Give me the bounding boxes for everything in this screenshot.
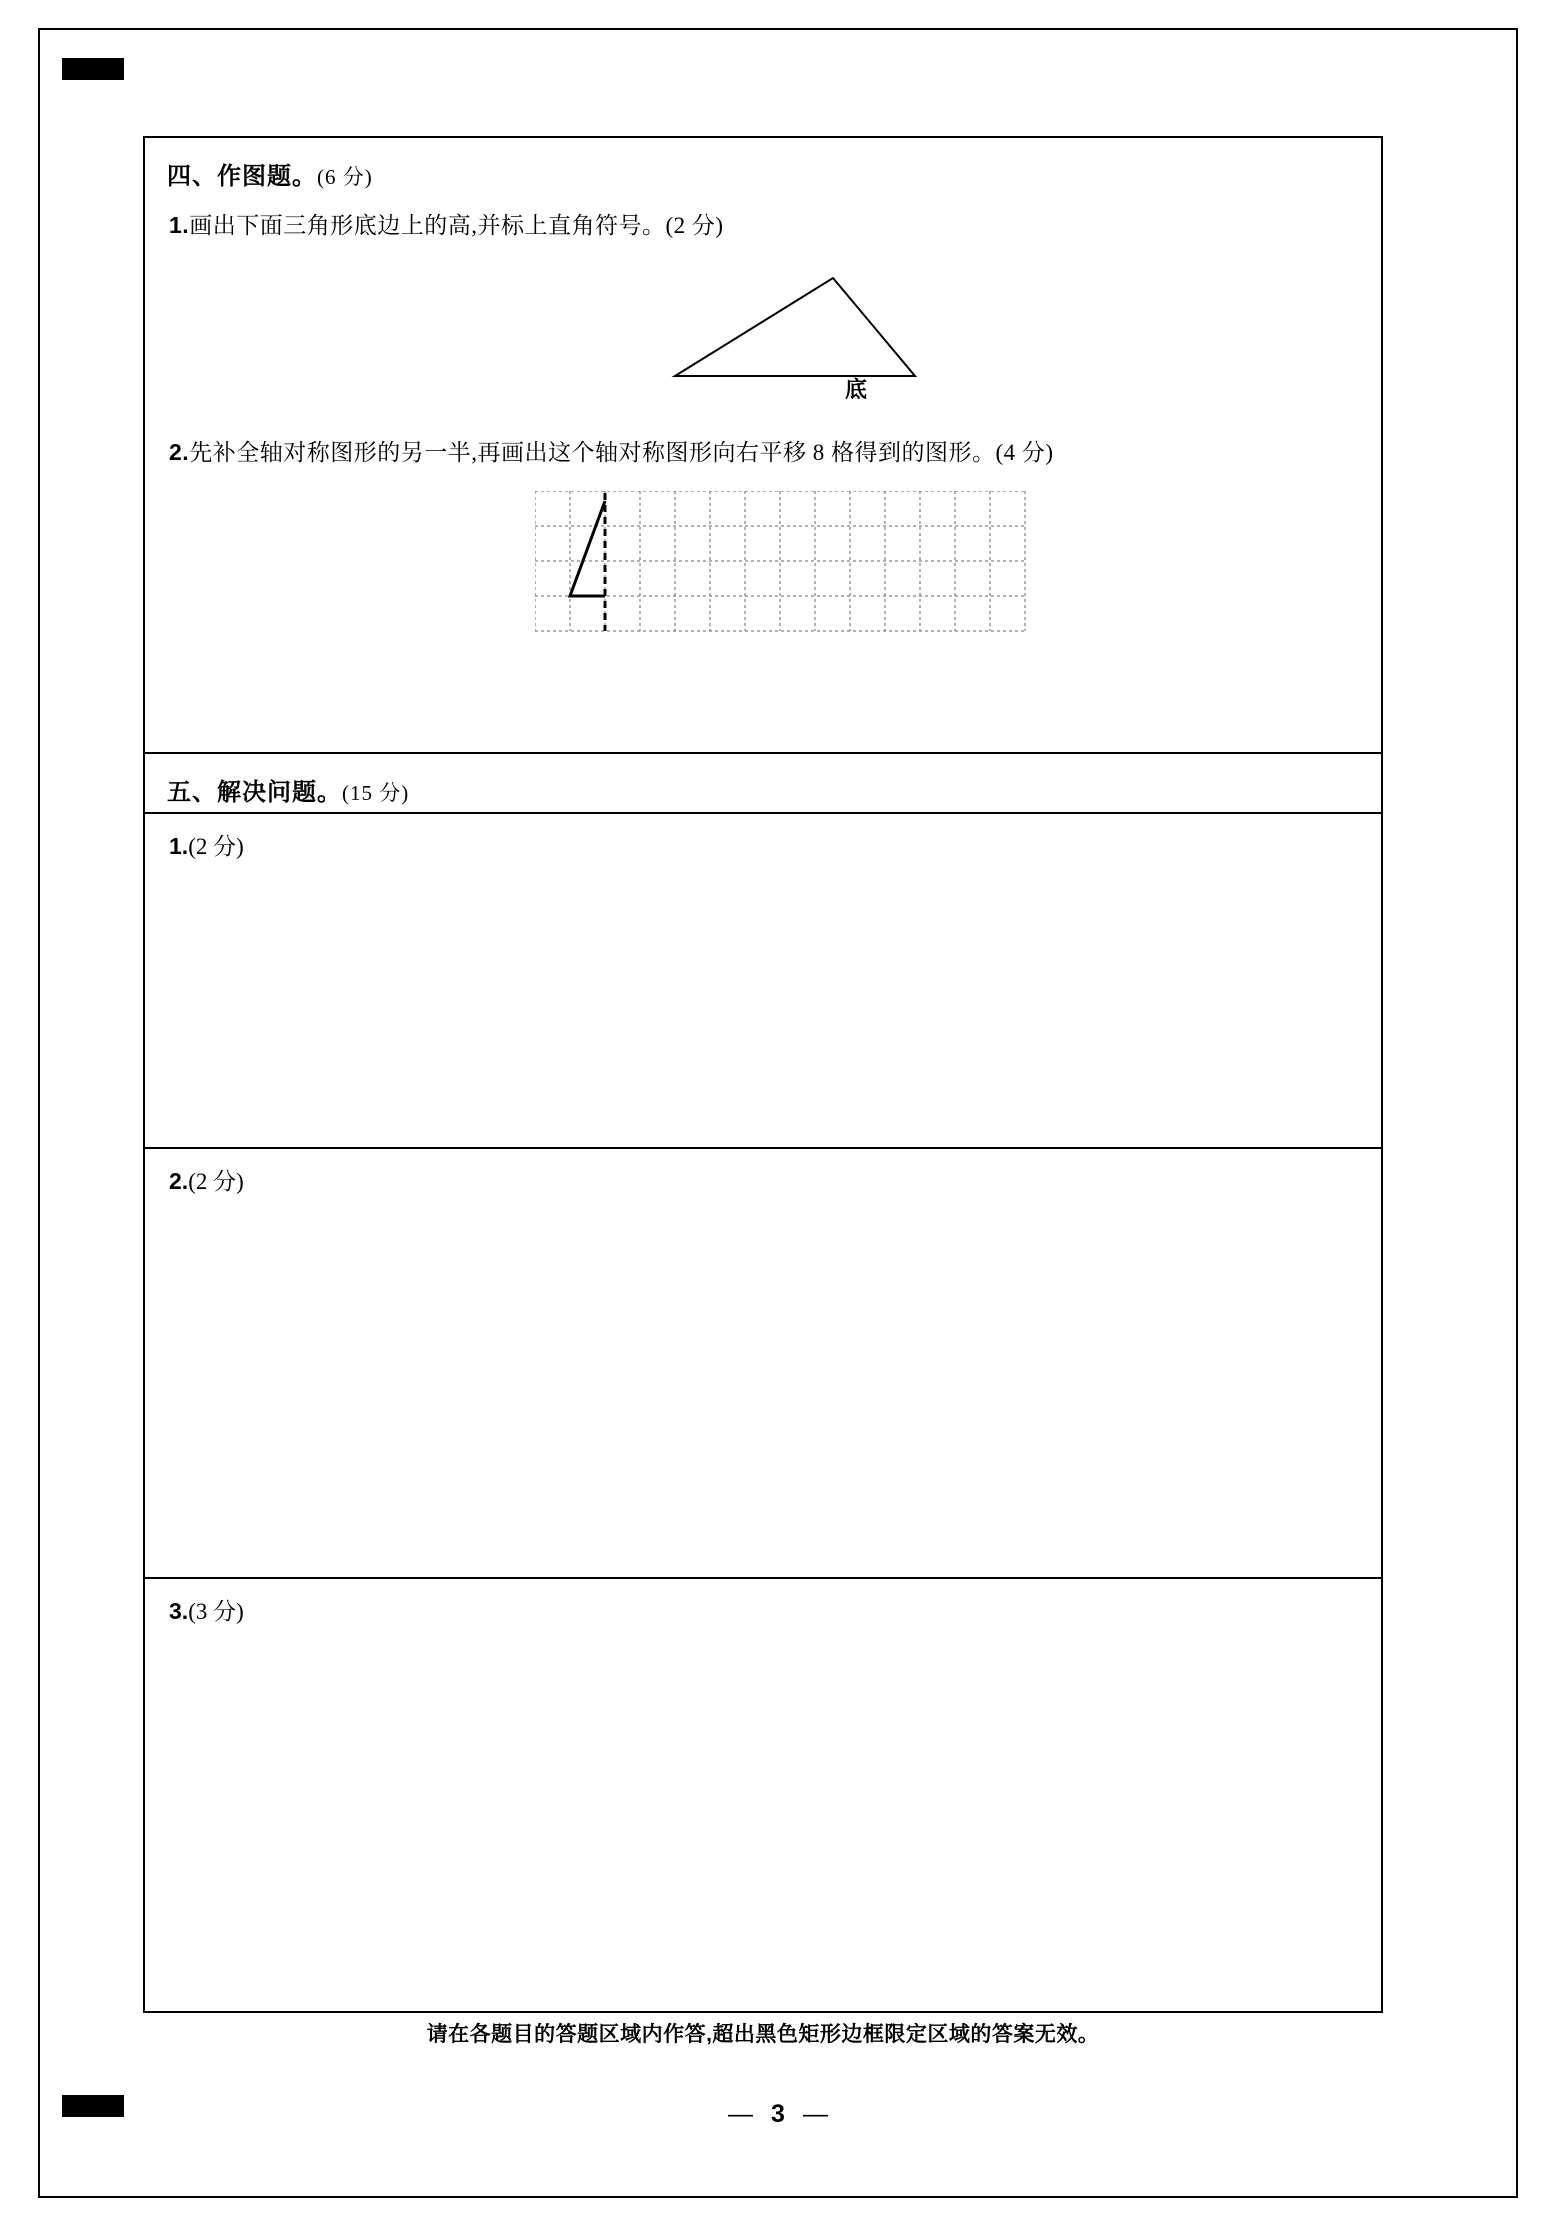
answer-area-box [143,136,1383,2013]
drawing-question-2-text: 先补全轴对称图形的另一半,再画出这个轴对称图形向右平移 8 格得到的图形。(4 分) [189,440,1054,465]
triangle-shape [665,268,925,388]
drawing-question-2-number: 2. [169,439,190,465]
section-solve-title [145,754,1381,807]
page-number-dash-right: — [802,2100,828,2128]
drawing-question-1 [145,191,1381,240]
solve-question-1-points: (2 分) [188,834,244,859]
solve-question-1-head [145,814,1381,861]
page-number [0,2100,1556,2129]
page-number-value: 3 [771,2100,785,2128]
drawing-question-2 [145,418,1381,467]
solve-question-1 [145,814,1381,1149]
section-solve-title-block [145,754,1381,814]
symmetry-grid [535,491,1035,636]
grid-figure [145,491,1381,656]
triangle-figure [145,268,1381,418]
section-drawing-title-text: 四、作图题。 [167,163,317,190]
section-solve-points: (15 分) [342,781,410,805]
section-drawing-title [145,138,1381,191]
solve-question-1-number: 1. [169,833,189,859]
section-solve-title-text: 五、解决问题。 [167,779,342,806]
solve-question-2-head [145,1149,1381,1196]
solve-question-2 [145,1149,1381,1579]
solve-question-3-points: (3 分) [188,1599,244,1624]
section-drawing-points: (6 分) [317,165,373,189]
solve-question-2-points: (2 分) [188,1169,244,1194]
drawing-question-1-number: 1. [169,212,190,238]
section-drawing [145,138,1381,754]
drawing-question-1-text: 画出下面三角形底边上的高,并标上直角符号。(2 分) [189,213,724,238]
page-number-dash-left: — [728,2100,754,2128]
solve-question-2-number: 2. [169,1168,189,1194]
triangle-base-label: 底 [845,377,868,402]
footer-note: 请在各题目的答题区域内作答,超出黑色矩形边框限定区域的答案无效。 [426,2023,1100,2046]
solve-question-3-head [145,1579,1381,1626]
solve-question-3-number: 3. [169,1598,189,1624]
solve-question-3 [145,1579,1381,2015]
